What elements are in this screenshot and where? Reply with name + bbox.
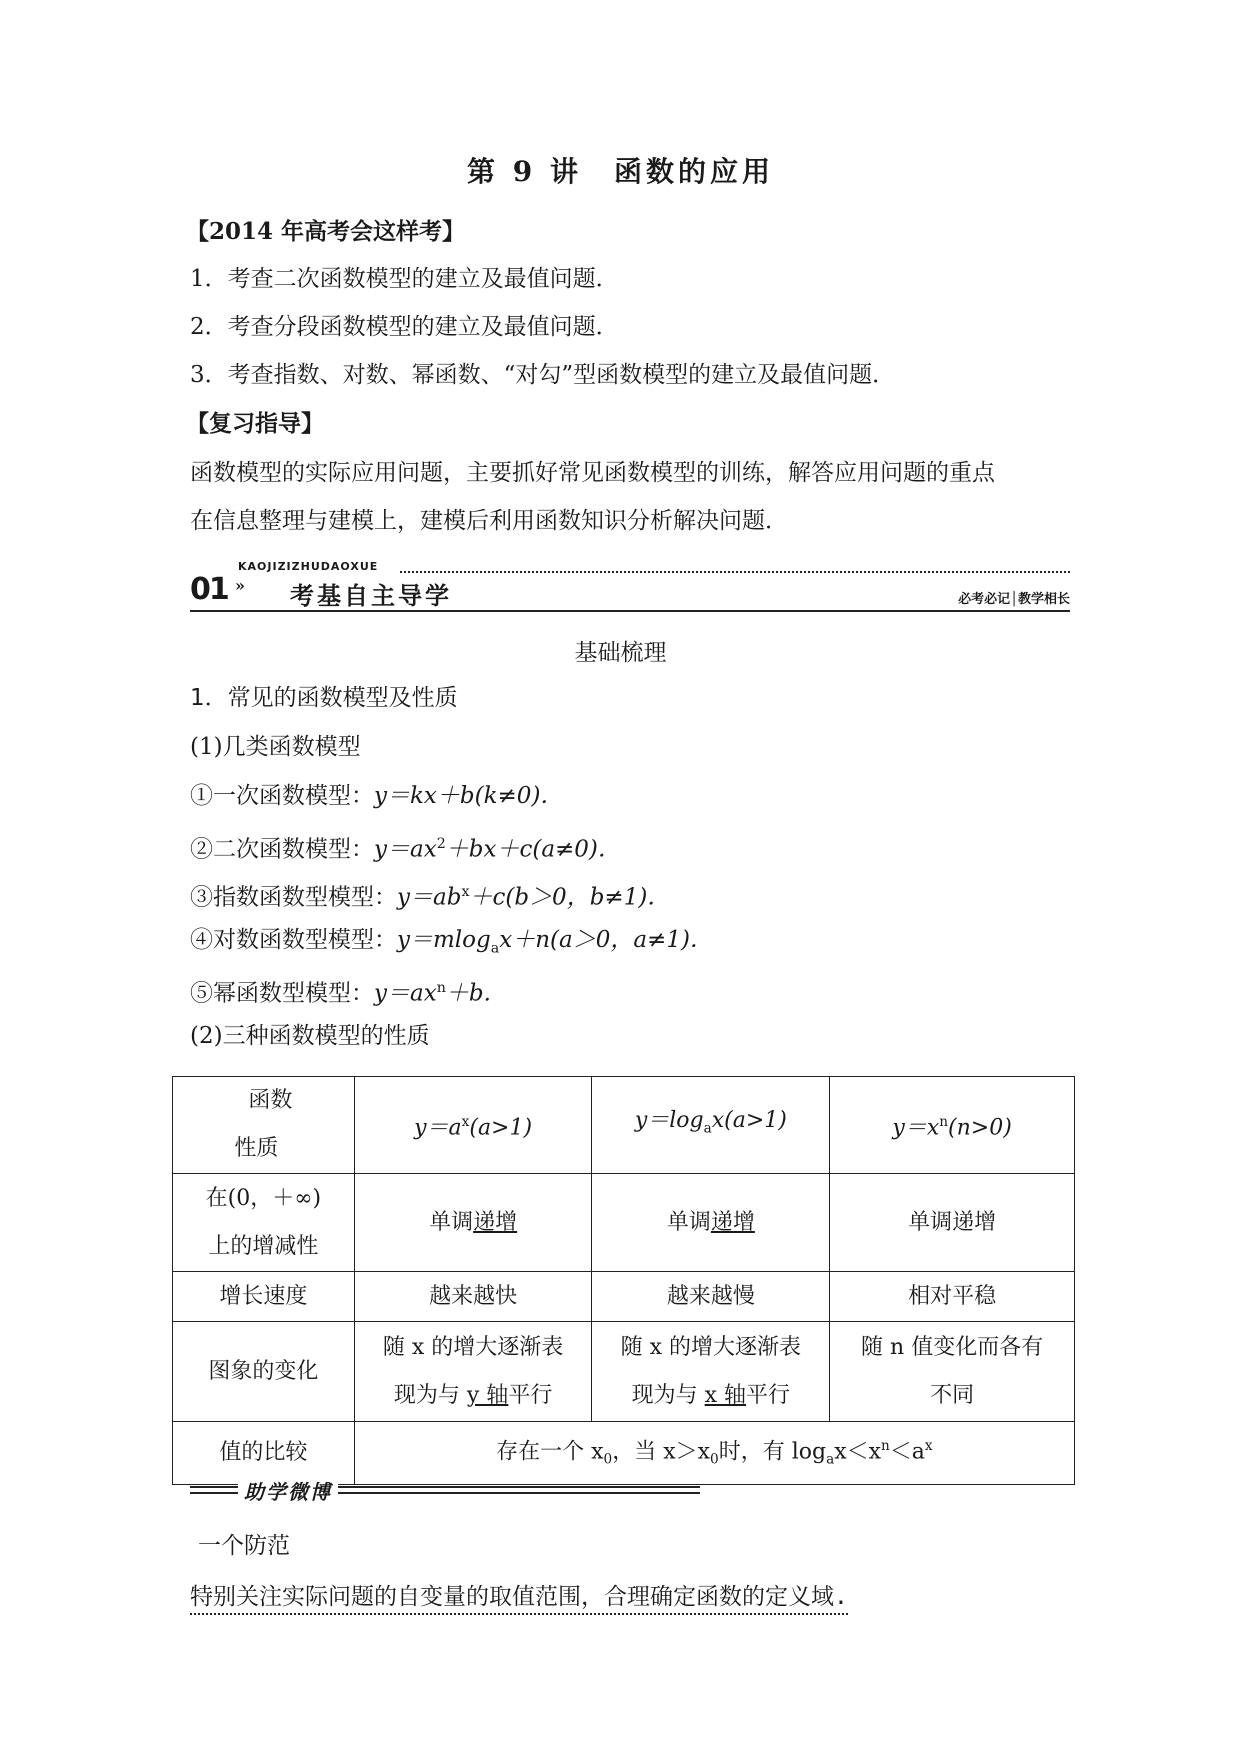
cell-graph-2-b1: 现为与 (631, 1382, 705, 1408)
cell-graph-1-b2: y 轴 (466, 1382, 509, 1408)
header-power-exp: n (939, 1113, 949, 1130)
cell-growth-3: 相对平稳 (830, 1272, 1075, 1322)
sub-heading-1-1: (1)几类函数模型 (190, 734, 361, 760)
model-logarithmic-formula-a: y＝mlog (397, 927, 491, 953)
cell-monotonic-3: 单调递增 (830, 1174, 1075, 1272)
header-power-a: y＝x (892, 1115, 940, 1141)
cell-graph-2-line-2 (598, 1372, 823, 1420)
cell-monotonic-1-a: 单调 (429, 1209, 474, 1235)
cell-monotonic-1 (354, 1174, 592, 1272)
guard-heading: 一个防范 (198, 1533, 290, 1559)
banner-dotted-rule (400, 571, 1070, 573)
compare-s2: 0 (710, 1451, 719, 1468)
model-linear-formula: y＝kx＋b(k≠0)． (374, 783, 564, 809)
exam-item-3: 3．考查指数、对数、幂函数、“对勾”型函数模型的建立及最值问题． (190, 362, 896, 388)
table-row (173, 1174, 1075, 1272)
header-exponential-b: (a>1) (469, 1115, 533, 1141)
row-compare-head: 值的比较 (173, 1422, 355, 1485)
cell-monotonic-1-b: 递增 (473, 1209, 518, 1235)
banner-arrow-icon: » (235, 576, 245, 595)
model-exponential-exp: x (461, 884, 470, 900)
helper-label: 助学微博 (238, 1476, 338, 1505)
model-quadratic-formula-b: ＋bx＋c(a≠0)． (445, 836, 621, 863)
header-exponential (354, 1077, 592, 1174)
row-growth-head: 增长速度 (173, 1272, 355, 1322)
model-power-label: ⑤幂函数型模型： (190, 980, 374, 1007)
properties-table (172, 1076, 1075, 1485)
model-logarithmic-formula-b: x＋n(a＞0，a≠1)． (499, 927, 713, 953)
table-corner-cell (173, 1077, 355, 1174)
cell-graph-1-line-2 (361, 1372, 586, 1420)
cell-graph-1-b3: 平行 (508, 1382, 553, 1408)
cell-graph-2 (592, 1322, 830, 1422)
header-logarithmic-sub: a (703, 1120, 712, 1137)
table-row (173, 1272, 1075, 1322)
review-heading: 【复习指导】 (186, 410, 324, 437)
helper-strip (190, 1480, 700, 1504)
model-power-formula-b: ＋b. (445, 980, 491, 1007)
cell-graph-1-b1: 现为与 (393, 1382, 467, 1408)
cell-graph-3 (830, 1322, 1075, 1422)
model-logarithmic-sub: a (490, 940, 500, 957)
model-quadratic (190, 828, 1070, 866)
model-exponential-label: ③指数函数型模型： (190, 884, 397, 911)
header-logarithmic-a: y＝log (634, 1108, 704, 1134)
header-power-b: (n>0) (948, 1115, 1012, 1141)
model-power (190, 972, 1070, 1010)
row-monotonic-head-2: 上的增减性 (208, 1233, 319, 1259)
sub-heading-1: 1．常见的函数模型及性质 (190, 685, 458, 711)
corner-top: 函数 (248, 1088, 293, 1113)
model-linear (190, 780, 1070, 812)
cell-compare (354, 1422, 1074, 1485)
header-exponential-exp: x (461, 1113, 470, 1130)
compare-s3: a (826, 1451, 835, 1468)
model-quadratic-formula-a: y＝ax (374, 836, 437, 863)
banner-title: 考基自主导学 (290, 582, 452, 610)
banner-pinyin: KAOJIZIZHUDAOXUE (238, 560, 379, 573)
compare-p5: ＜a (889, 1439, 925, 1465)
model-linear-label: ①一次函数模型： (190, 783, 374, 809)
compare-e2: x (924, 1438, 933, 1454)
model-power-exp: n (436, 980, 446, 996)
banner-right-label: 必考必记│教学相长 (958, 592, 1070, 607)
guard-text: 特别关注实际问题的自变量的取值范围，合理确定函数的定义域. (190, 1578, 848, 1615)
model-power-formula-a: y＝ax (374, 980, 437, 1007)
exam-heading: 【2014 年高考会这样考】 (186, 218, 466, 245)
cell-graph-2-line-1: 随 x 的增大逐渐表 (620, 1334, 802, 1360)
compare-p2: ，当 x＞x (612, 1439, 711, 1465)
exam-item-2: 2．考查分段函数模型的建立及最值问题． (190, 314, 619, 340)
cell-graph-2-b2: x 轴 (704, 1382, 747, 1408)
model-quadratic-label: ②二次函数模型： (190, 836, 374, 863)
header-power (830, 1077, 1075, 1174)
header-logarithmic-b: x(a>1) (711, 1108, 787, 1134)
header-exponential-a: y＝a (414, 1115, 462, 1141)
corner-bottom: 性质 (234, 1136, 279, 1161)
compare-p1: 存在一个 x (496, 1439, 604, 1465)
header-logarithmic (592, 1077, 830, 1174)
row-monotonic-head-1: 在(0，＋∞) (205, 1185, 322, 1211)
cell-graph-3-line-2: 不同 (930, 1382, 975, 1408)
cell-graph-3-line-1: 随 n 值变化而各有 (861, 1334, 1044, 1360)
review-line-2: 在信息整理与建模上，建模后利用函数知识分析解决问题． (190, 508, 788, 534)
table-row (173, 1322, 1075, 1422)
section-title: 基础梳理 (574, 640, 667, 666)
banner-bottom-rule (190, 610, 1070, 612)
cell-monotonic-2-b: 递增 (710, 1209, 755, 1235)
exam-item-1: 1．考查二次函数模型的建立及最值问题． (190, 266, 619, 292)
table-row (173, 1422, 1075, 1485)
section-banner (190, 560, 1070, 616)
table-row (173, 1077, 1075, 1174)
sub-heading-1-2: (2)三种函数模型的性质 (190, 1023, 430, 1049)
review-line-1: 函数模型的实际应用问题，主要抓好常见函数模型的训练，解答应用问题的重点 (190, 460, 995, 486)
model-logarithmic (190, 924, 1070, 965)
page-title: 第 9 讲 函数的应用 (467, 155, 774, 188)
cell-graph-1 (354, 1322, 592, 1422)
model-quadratic-exp: 2 (436, 836, 446, 852)
row-monotonic-head (173, 1174, 355, 1272)
compare-s1: 0 (603, 1451, 613, 1468)
cell-growth-2: 越来越慢 (592, 1272, 830, 1322)
banner-number: 01 (190, 572, 228, 607)
cell-growth-1: 越来越快 (354, 1272, 592, 1322)
compare-p3: 时，有 log (718, 1439, 827, 1465)
cell-graph-2-b3: 平行 (746, 1382, 791, 1408)
row-graph-head: 图象的变化 (173, 1322, 355, 1422)
cell-monotonic-2-a: 单调 (666, 1209, 711, 1235)
cell-graph-1-line-1: 随 x 的增大逐渐表 (382, 1334, 564, 1360)
model-exponential-formula-b: ＋c(b＞0，b≠1)． (469, 884, 671, 911)
cell-monotonic-2 (592, 1174, 830, 1272)
compare-e1: n (881, 1438, 890, 1454)
model-exponential-formula-a: y＝ab (397, 884, 462, 911)
model-exponential (190, 876, 1070, 914)
compare-p4: x＜x (834, 1439, 882, 1465)
model-logarithmic-label: ④对数函数型模型： (190, 927, 397, 953)
